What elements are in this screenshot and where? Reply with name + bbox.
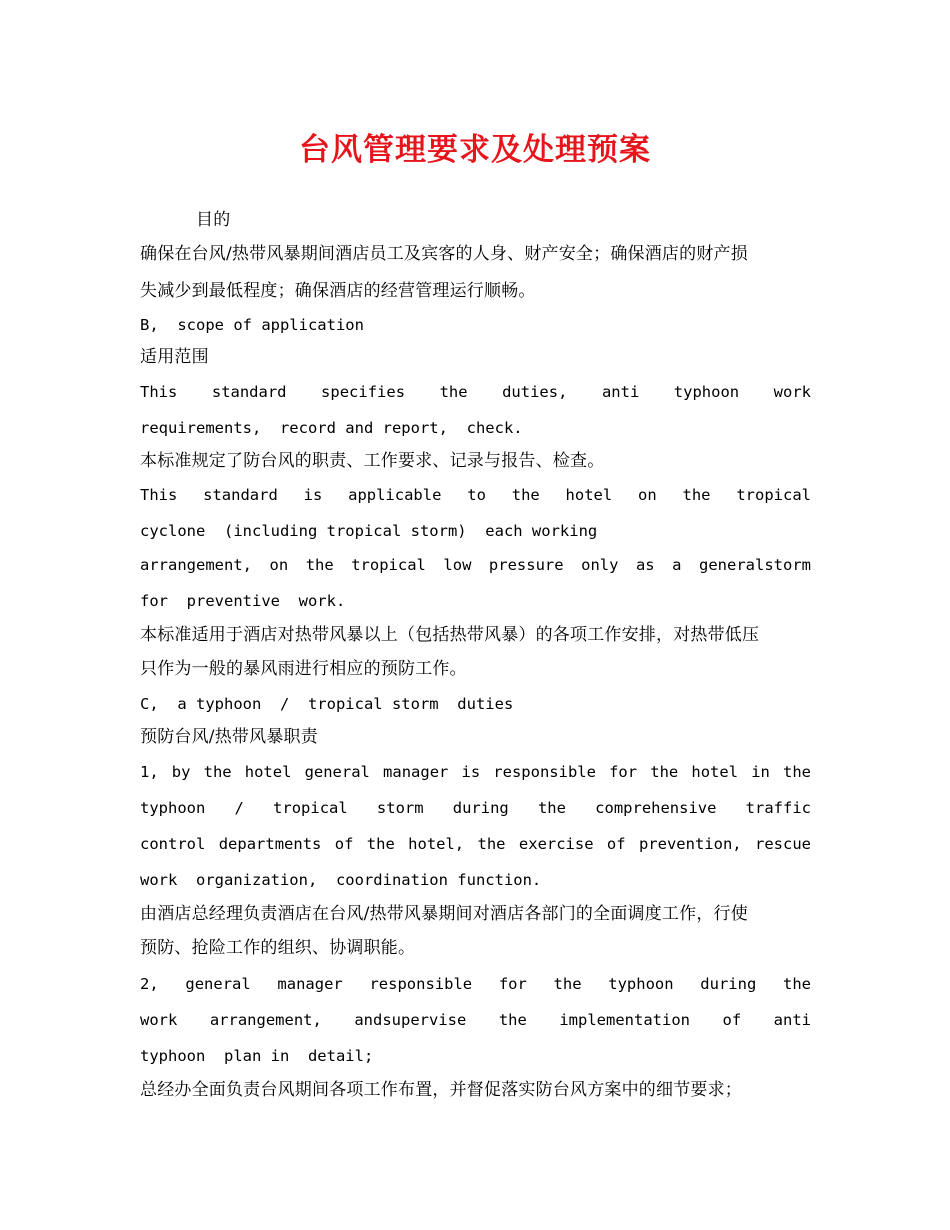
section-heading-scope-zh: 适用范围 <box>140 347 209 367</box>
paragraph-line: This standard specifies the duties, anti typhoon work <box>140 383 811 401</box>
paragraph-line: requirements, record and report, check. <box>140 419 523 437</box>
paragraph-line: This standard is applicable to the hotel on the tropical <box>140 486 811 504</box>
section-heading-duties-zh: 预防台风/热带风暴职责 <box>140 727 318 747</box>
paragraph-line: 本标准适用于酒店对热带风暴以上（包括热带风暴）的各项工作安排，对热带低压 <box>140 625 760 645</box>
paragraph-line: work organization, coordination function. <box>140 871 542 889</box>
paragraph-line: cyclone (including tropical storm) each working <box>140 522 598 540</box>
paragraph-line: typhoon plan in detail; <box>140 1047 374 1065</box>
section-heading-scope-en: B, scope of application <box>140 316 364 334</box>
paragraph-line: 总经办全面负责台风期间各项工作布置，并督促落实防台风方案中的细节要求； <box>140 1080 742 1100</box>
paragraph-line: 1, by the hotel general manager is responsible for the hotel in the <box>140 763 811 781</box>
paragraph-line: arrangement, on the tropical low pressure only as a generalstorm <box>140 556 811 574</box>
paragraph-line: 预防、抢险工作的组织、协调职能。 <box>140 938 416 958</box>
paragraph-line: typhoon / tropical storm during the comprehensive traffic <box>140 799 811 817</box>
paragraph-line: control departments of the hotel, the exercise of prevention, rescue <box>140 835 811 853</box>
paragraph-line: 确保在台风/热带风暴期间酒店员工及宾客的人身、财产安全；确保酒店的财产损 <box>140 244 748 264</box>
paragraph-line: 2, general manager responsible for the typhoon during the <box>140 975 811 993</box>
paragraph-line: 只作为一般的暴风雨进行相应的预防工作。 <box>140 659 467 679</box>
document-title: 台风管理要求及处理预案 <box>299 132 651 168</box>
paragraph-line: 由酒店总经理负责酒店在台风/热带风暴期间对酒店各部门的全面调度工作，行使 <box>140 904 748 924</box>
paragraph-line: for preventive work. <box>140 592 346 610</box>
paragraph-line: 失减少到最低程度；确保酒店的经营管理运行顺畅。 <box>140 281 536 301</box>
section-heading-duties-en: C, a typhoon / tropical storm duties <box>140 695 514 713</box>
paragraph-line: work arrangement, andsupervise the implementation of anti <box>140 1011 811 1029</box>
section-heading-purpose: 目的 <box>196 210 231 230</box>
paragraph-line: 本标准规定了防台风的职责、工作要求、记录与报告、检查。 <box>140 451 605 471</box>
